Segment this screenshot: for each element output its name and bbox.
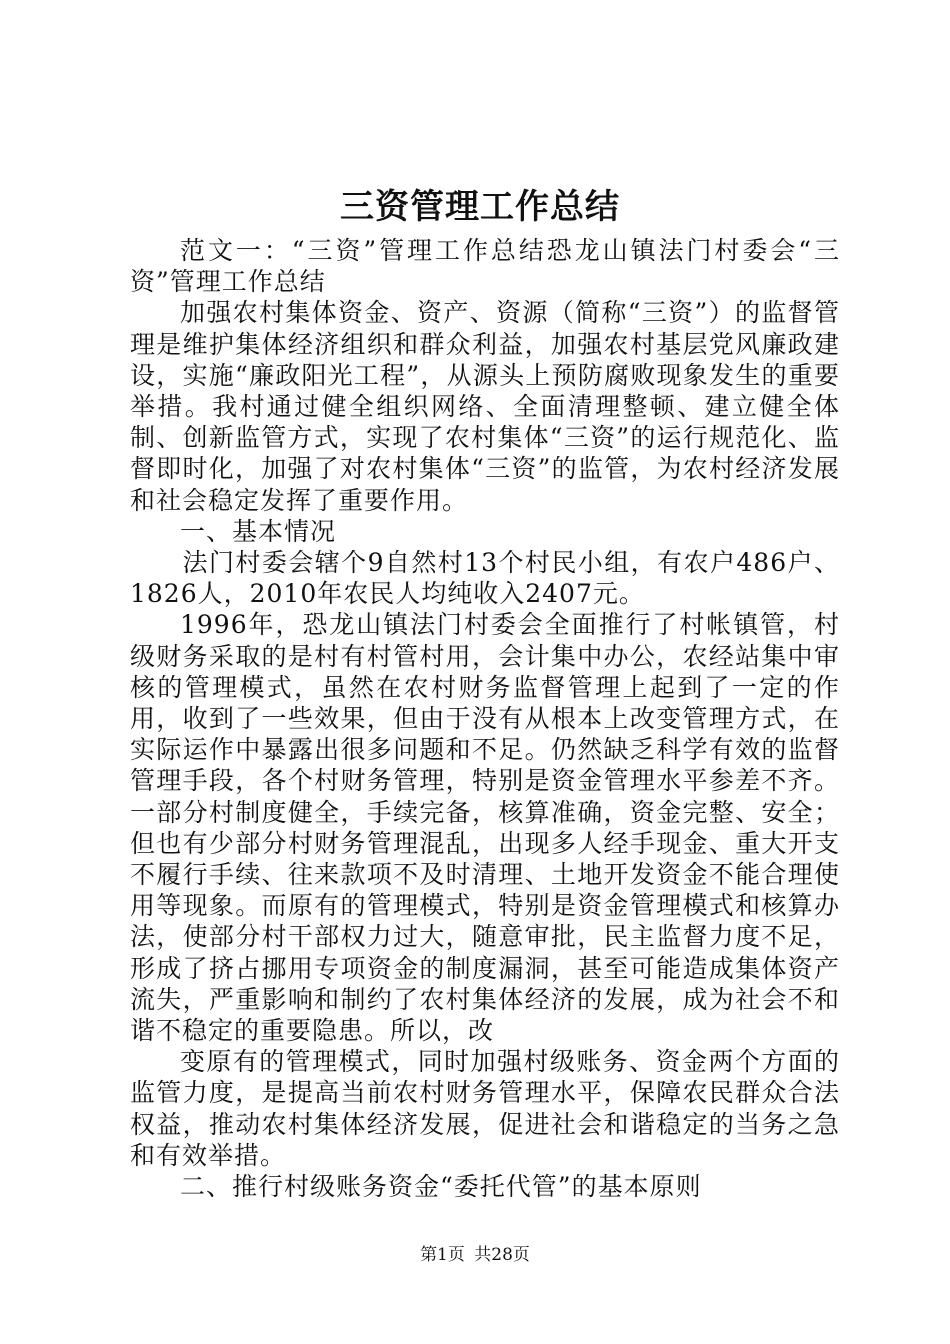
section-heading-basic-situation: 一、基本情况 — [180, 516, 337, 546]
document-body — [130, 235, 840, 1202]
paragraph-overview: 加强农村集体资金、资产、资源（简称“三资”）的监督管理是维护集体经济组织和群众利益，加强农村基层党风廉政建设，实施“廉政阳光工程”，从源头上预防腐败现象发生的重要举措。我村通过健全组织网络、全面清理整顿、建立健全体制、创新监管方式，实现了农村集体“三资”的运行规范化、监督即时化，加强了对农村集体“三资”的监管，为农村经济发展和社会稳定发挥了重要作用。 — [130, 298, 840, 515]
page-total: 共28页 — [474, 1245, 530, 1265]
section-heading-principles: 二、推行村级账务资金“委托代管”的基本原则 — [180, 1172, 702, 1202]
paragraph-reform: 变原有的管理模式，同时加强村级账务、资金两个方面的监管力度，是提高当前农村财务管理水平，保障农民群众合法权益，推动农村集体经济发展，促进社会和谐稳定的当务之急和有效举措。 — [130, 1047, 840, 1170]
paragraph-intro: 范文一：“三资”管理工作总结恐龙山镇法门村委会“三资”管理工作总结 — [130, 236, 840, 297]
page-number: 第1页 — [420, 1245, 465, 1265]
document-title: 三资管理工作总结 — [340, 187, 620, 227]
paragraph-history: 1996年，恐龙山镇法门村委会全面推行了村帐镇管，村级财务采取的是村有村管村用，会计集中办公，农经站集中审核的管理模式，虽然在农村财务监督管理上起到了一定的作用，收到了一些效果，但由于没有从根本上改变管理方式，在实际运作中暴露出很多问题和不足。仍然缺乏科学有效的监督管理手段，各个村财务管理，特别是资金管理水平参差不齐。一部分村制度健全，手续完备，核算准确，资金完整、安全；但也有少部分村财务管理混乱，出现多人经手现金、重大开支不履行手续、往来款项不及时清理、土地开发资金不能合理使用等现象。而原有的管理模式，特别是资金管理模式和核算办法，使部分村干部权力过大，随意审批，民主监督力度不足，形成了挤占挪用专项资金的制度漏洞，甚至可能造成集体资产流失，严重影响和制约了农村集体经济的发展，成为社会不和谐不稳定的重要隐患。所以，改 — [130, 610, 840, 1046]
paragraph-village-stats: 法门村委会辖个9自然村13个村民小组，有农户486户、1826人，2010年农民人均纯收入2407元。 — [130, 548, 840, 609]
page-footer — [0, 1243, 950, 1267]
